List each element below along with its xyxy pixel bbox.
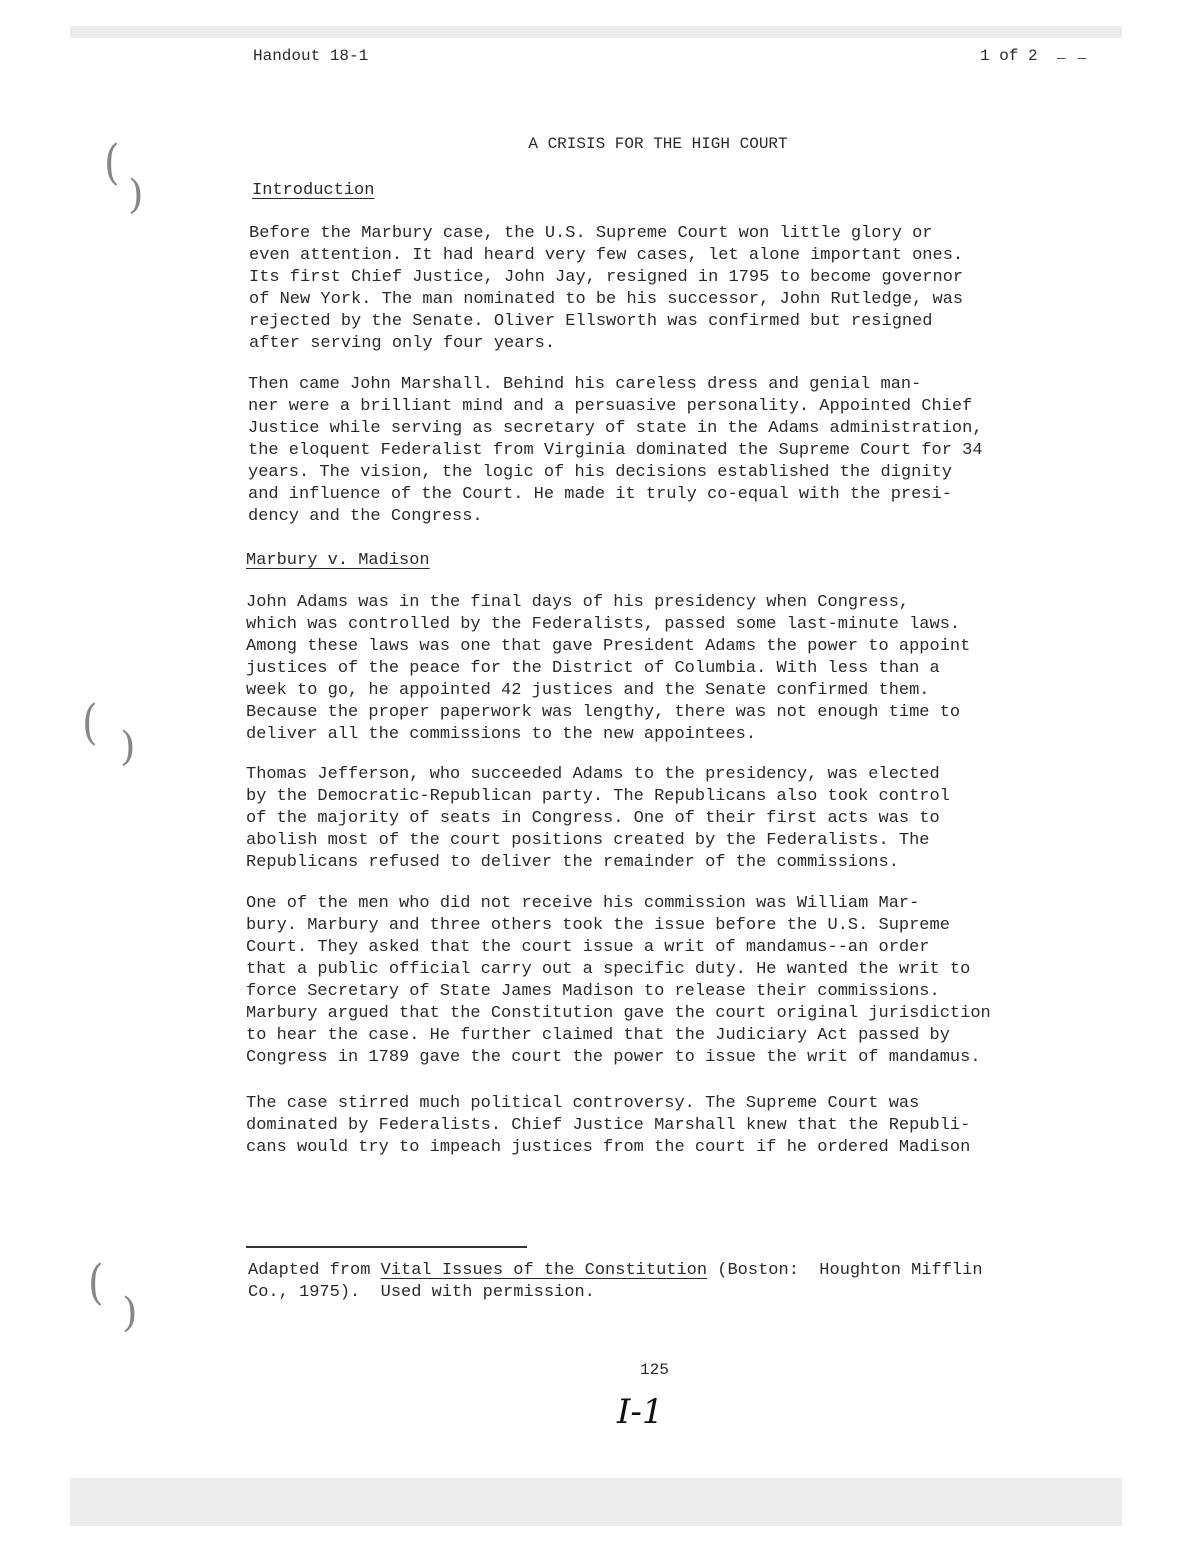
handwritten-mark: I-1 — [617, 1392, 664, 1432]
binder-hole-mark: ( — [88, 1255, 104, 1311]
footnote-rule — [246, 1246, 527, 1248]
paragraph: Then came John Marshall. Behind his careless dress and genial man- ner were a brilliant mind and a persuasive personality. Appointed Chief Justice while serving as secretary of state in the Adams administration, the eloquent Federalist from Virginia dominated the Supreme Court for 34 years. The vision, the logic of his decisions established the dignity and influence of the Court. He made it truly co-equal with the presi- dency and the Congress. — [248, 375, 983, 526]
paragraph: John Adams was in the final days of his presidency when Congress, which was controlled by the Federalists, passed some last-minute laws. Among these laws was one that gave President Adams the power to appoint justices of the peace for the District of Columbia. With less than a week to go, he appointed 42 justices and the Senate confirmed them. Because the proper paperwork was lengthy, there was not enough time to deliver all the commissions to the new appointees. — [246, 593, 971, 744]
footnote-prefix: Adapted from — [248, 1261, 381, 1280]
section-heading-introduction: Introduction — [252, 181, 375, 200]
binder-hole-mark: ( — [82, 695, 98, 751]
binder-hole-mark: ( — [104, 135, 120, 191]
footnote-suffix: (Boston: Houghton Mifflin — [707, 1261, 983, 1280]
page-number: 125 — [640, 1361, 669, 1379]
footnote-book-title: Vital Issues of the Constitution — [380, 1261, 708, 1280]
handout-label: Handout 18-1 — [253, 47, 369, 65]
footnote-line-1 — [248, 1261, 983, 1280]
document-title: A CRISIS FOR THE HIGH COURT — [528, 135, 788, 153]
paragraph: Thomas Jefferson, who succeeded Adams to the presidency, was elected by the Democratic-Republican party. The Republicans also took control of the majority of seats in Congress. One of their first acts was to abolish most of the court positions created by the Federalists. The Republicans refused to deliver the remainder of the commissions. — [246, 765, 950, 872]
binder-hole-mark: ) — [122, 1290, 138, 1336]
header-scribble: — — — [1057, 51, 1089, 67]
binder-hole-mark: ) — [128, 172, 144, 218]
scan-top-band — [70, 26, 1122, 38]
paragraph: The case stirred much political controversy. The Supreme Court was dominated by Federalists. Chief Justice Marshall knew that the Republi- cans would try to impeach justices from the court if he ordered Madison — [246, 1094, 971, 1157]
binder-hole-mark: ) — [120, 724, 136, 770]
footnote-line-2: Co., 1975). Used with permission. — [248, 1283, 595, 1302]
paragraph: One of the men who did not receive his commission was William Mar- bury. Marbury and three others took the issue before the U.S. Supreme Court. They asked that the court issue a writ of mandamus--an order that a public official carry out a specific duty. He wanted the writ to force Secretary of State James Madison to release their commissions. Marbury argued that the Constitution gave the court original jurisdiction to hear the case. He further claimed that the Judiciary Act passed by Congress in 1789 gave the court the power to issue the writ of mandamus. — [246, 894, 991, 1067]
scan-bottom-band — [70, 1478, 1122, 1526]
page-of-label: 1 of 2 — [980, 47, 1038, 65]
paragraph: Before the Marbury case, the U.S. Supreme Court won little glory or even attention. It had heard very few cases, let alone important ones. Its first Chief Justice, John Jay, resigned in 1795 to become governor of New York. The man nominated to be his successor, John Rutledge, was rejected by the Senate. Oliver Ellsworth was confirmed but resigned after serving only four years. — [249, 224, 964, 353]
section-heading-marbury: Marbury v. Madison — [246, 551, 430, 570]
